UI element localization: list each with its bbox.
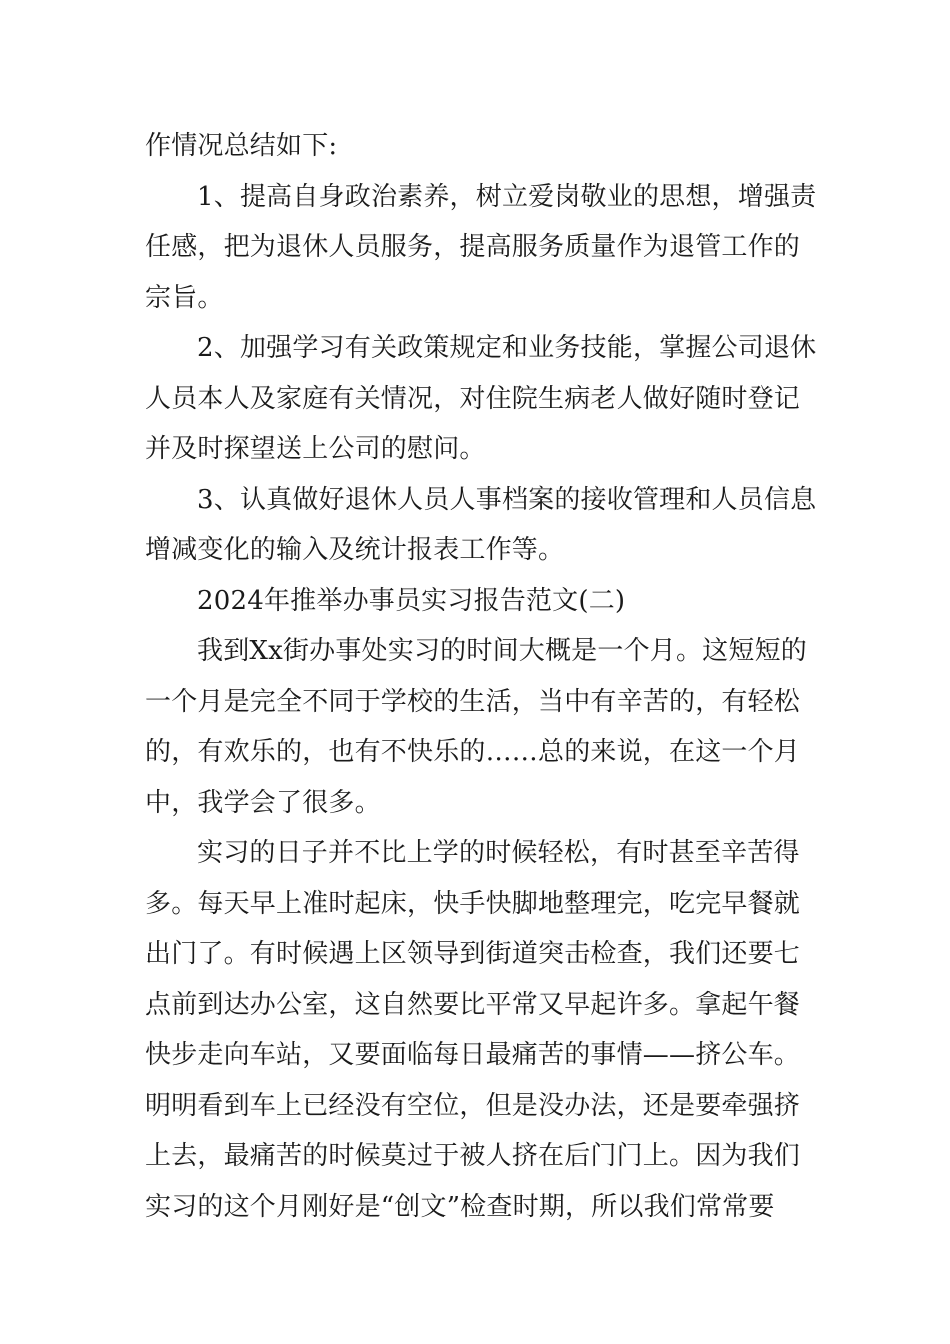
text-line: 任感，把为退休人员服务，提高服务质量作为退管工作的 — [145, 232, 801, 262]
text-line: 的，有欢乐的，也有不快乐的……总的来说，在这一个月 — [145, 737, 801, 767]
text-line: 人员本人及家庭有关情况，对住院生病老人做好随时登记 — [145, 383, 801, 414]
text-line: 2、加强学习有关政策规定和业务技能，掌握公司退休 — [197, 333, 817, 363]
document-page — [145, 121, 815, 1232]
text-line: 我到Xx街办事处实习的时间大概是一个月。这短短的 — [197, 636, 807, 666]
text-line: 3、认真做好退休人员人事档案的接收管理和人员信息 — [197, 484, 817, 515]
text-line: 上去，最痛苦的时候莫过于被人挤在后门门上。因为我们 — [145, 1141, 801, 1171]
text-line: 实习的日子并不比上学的时候轻松，有时甚至辛苦得 — [197, 838, 800, 868]
text-line: 作情况总结如下: — [145, 131, 338, 161]
text-line: 出门了。有时候遇上区领导到街道突击检查，我们还要七 — [145, 939, 801, 969]
paragraph-item-2 — [145, 323, 815, 475]
paragraph-intro-tail — [145, 121, 815, 172]
heading-line: 2024年推举办事员实习报告范文(二) — [197, 585, 626, 616]
text-line: 增减变化的输入及统计报表工作等。 — [145, 535, 565, 565]
text-line: 多。每天早上准时起床，快手快脚地整理完，吃完早餐就 — [145, 888, 801, 919]
text-line: 明明看到车上已经没有空位，但是没办法，还是要牵强挤 — [145, 1090, 801, 1121]
paragraph-item-3 — [145, 475, 815, 576]
paragraph-body-2 — [145, 828, 815, 1232]
section-heading — [145, 576, 815, 627]
text-line: 中，我学会了很多。 — [145, 787, 381, 818]
text-line: 实习的这个月刚好是“创文”检查时期，所以我们常常要 — [145, 1191, 775, 1222]
text-line: 宗旨。 — [145, 282, 224, 313]
text-line: 1、提高自身政治素养，树立爱岗敬业的思想，增强责 — [197, 181, 817, 212]
text-line: 快步走向车站，又要面临每日最痛苦的事情——挤公车。 — [145, 1040, 801, 1070]
text-line: 并及时探望送上公司的慰问。 — [145, 434, 486, 464]
paragraph-item-1 — [145, 172, 815, 324]
text-line: 一个月是完全不同于学校的生活，当中有辛苦的，有轻松 — [145, 686, 801, 717]
paragraph-body-1 — [145, 626, 815, 828]
text-line: 点前到达办公室，这自然要比平常又早起许多。拿起午餐 — [145, 989, 801, 1020]
